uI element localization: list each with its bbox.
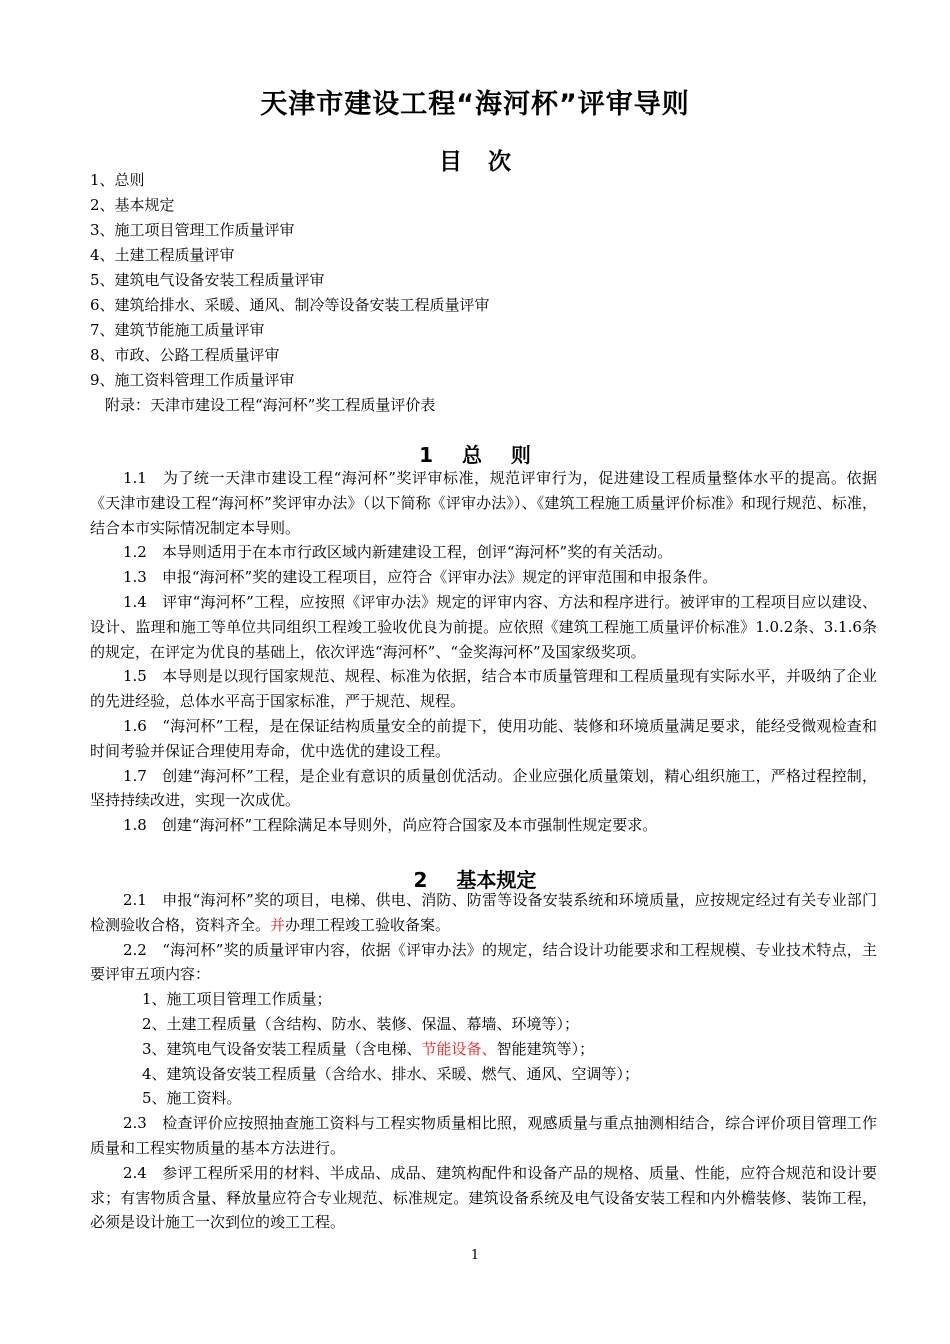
list-item: 2、土建工程质量（含结构、防水、装修、保温、幕墙、环境等）；	[142, 1014, 580, 1033]
clause-2-4: 2.4 参评工程所采用的材料、半成品、成品、建筑构配件和设备产品的规格、质量、性能，应符合规范和设计要求；有害物质含量、释放量应符合专业规范、标准规定。建筑设备系统及电气设备安装工程和内外檐装修、装饰工程，必须是设计施工一次到位的竣工工程。	[90, 1163, 877, 1232]
toc-item: 6、建筑给排水、采暖、通风、制冷等设备安装工程质量评审	[90, 296, 490, 314]
list-item-text: 3、建筑电气设备安装工程质量（含电梯、	[142, 1039, 422, 1058]
section-2-heading: 2 基本规定	[413, 868, 537, 892]
toc-item: 2、基本规定	[90, 196, 175, 214]
document-title: 天津市建设工程“海河杯”评审导则	[260, 89, 690, 120]
clause-1-2: 1.2 本导则适用于在本市行政区域内新建建设工程，创评“海河杯”奖的有关活动。	[123, 543, 673, 562]
toc-item: 1、总则	[90, 171, 145, 189]
clause-2-1-text-end: 办理工程竣工验收备案。	[285, 915, 451, 934]
clause-1-1: 1.1 为了统一天津市建设工程“海河杯”奖评审标准，规范评审行为，促进建设工程质量整体水平的提高。依据《天津市建设工程“海河杯”奖评审办法》（以下简称《评审办法》）、《建筑工程施工质量评价标准》和现行规范、标准，结合本市实际情况制定本导则。	[90, 469, 877, 537]
clause-2-3: 2.3 检查评价应按照抽查施工资料与工程实物质量相比照，观感质量与重点抽测相结合，综合评价项目管理工作质量和工程实物质量的基本方法进行。	[90, 1114, 877, 1157]
list-item: 1、施工项目管理工作质量；	[142, 990, 332, 1009]
clause-2-1-text: 2.1 申报“海河杯”奖的项目，电梯、供电、消防、防雷等设备安装系统和环境质量，应按规定经过有关专业部门检测验收合格，资料齐全。	[90, 891, 877, 934]
section-1-body	[90, 466, 877, 838]
list-item: 4、建筑设备安装工程质量（含给水、排水、采暖、燃气、通风、空调等）；	[142, 1064, 640, 1083]
clause-2-2: 2.2 “海河杯”奖的质量评审内容，依据《评审办法》的规定，结合设计功能要求和工程规模、专业技术特点，主要评审五项内容：	[90, 940, 877, 984]
toc-item: 3、施工项目管理工作质量评审	[90, 221, 295, 239]
toc-appendix: 附录：天津市建设工程“海河杯”奖工程质量评价表	[105, 396, 436, 414]
clause-1-4: 1.4 评审“海河杯”工程，应按照《评审办法》规定的评审内容、方法和程序进行。被评审的工程项目应以建设、设计、监理和施工等单位共同组织工程竣工验收优良为前提。应依照《建筑工程施工质量评价标准》1.0.2条、3.1.6条的规定，在评定为优良的基础上，依次评选“海河杯”、“金奖海河杯”及国家级奖项。	[90, 592, 877, 661]
toc-item: 4、土建工程质量评审	[90, 246, 235, 264]
clause-1-3: 1.3 申报“海河杯”奖的建设工程项目，应符合《评审办法》规定的评审范围和申报条件。	[123, 568, 718, 587]
highlighted-text: 并	[270, 915, 286, 934]
clause-1-7: 1.7 创建“海河杯”工程，是企业有意识的质量创优活动。企业应强化质量策划，精心组织施工，严格过程控制，坚持持续改进，实现一次成优。	[90, 766, 877, 810]
toc-heading: 目 次	[438, 149, 511, 175]
clause-1-5: 1.5 本导则是以现行国家规范、规程、标准为依据，结合本市质量管理和工程质量现有实际水平，并吸纳了企业的先进经验，总体水平高于国家标准，严于规范、规程。	[90, 667, 877, 711]
section-2-body	[90, 888, 877, 1235]
toc-item: 5、建筑电气设备安装工程质量评审	[90, 271, 325, 289]
clause-2-1	[90, 888, 877, 938]
clause-1-6: 1.6 “海河杯”工程，是在保证结构质量安全的前提下，使用功能、装修和环境质量满足要求，能经受微观检查和时间考验并保证合理使用寿命，优中选优的建设工程。	[90, 716, 877, 760]
list-item: 5、施工资料。	[142, 1089, 242, 1108]
list-item	[90, 1037, 877, 1062]
highlighted-text: 节能设备、	[421, 1039, 497, 1058]
toc-item: 7、建筑节能施工质量评审	[90, 321, 265, 339]
table-of-contents	[90, 168, 890, 418]
page-number: 1	[470, 1248, 480, 1263]
list-item-text-end: 智能建筑等）；	[496, 1039, 595, 1058]
toc-item: 8、市政、公路工程质量评审	[90, 346, 280, 364]
clause-1-8: 1.8 创建“海河杯”工程除满足本导则外，尚应符合国家及本市强制性规定要求。	[123, 816, 658, 835]
toc-item: 9、施工资料管理工作质量评审	[90, 371, 295, 389]
section-1-heading: 1 总 则	[419, 443, 531, 467]
